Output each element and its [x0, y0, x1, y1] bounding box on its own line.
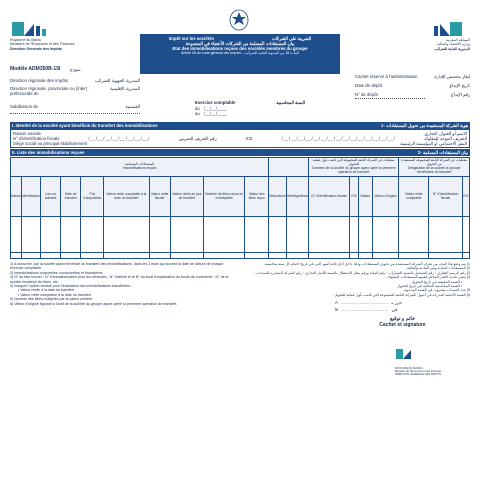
- group-header-row: [11, 158, 470, 177]
- sig-fait-ar: حرر بـ: [391, 300, 402, 305]
- col-header: N° d'identification fiscale: [429, 177, 463, 217]
- note-fr: 2) Immobilisations corporelles, incorporelles et financières.: [10, 270, 104, 275]
- admin-field-label: Subdivision de: [10, 104, 38, 109]
- group-immobilisations-ar: المستفادات المستلمة: [124, 162, 155, 167]
- table-cell[interactable]: [350, 253, 358, 259]
- left-org-line: Direction Générale des Impôts: [10, 46, 62, 51]
- group-donnees-fr: Données de la société du groupe ayant opéré la première opération de transfert: [311, 166, 396, 174]
- col-header: N° d'identification fiscale: [308, 177, 349, 217]
- note-fr: 4) Indiquer l'option choisie pour l'évaluation des immobilisations transférées :: [10, 284, 133, 289]
- col-header: Date de transfert: [61, 177, 81, 217]
- table-cell[interactable]: [11, 253, 22, 259]
- sig-fait-field[interactable]: ……………………………: [340, 300, 389, 305]
- section2-title-ar: 2- بيان المستفادات المسلمة: [417, 150, 468, 155]
- table-row: [11, 253, 470, 259]
- table-cell[interactable]: [462, 217, 469, 253]
- exercise-from: du: [195, 106, 200, 111]
- footer-logo-line: ROYAUME DU MAROC: [395, 367, 423, 370]
- siege-label-ar: المقر الاجتماعي أو المؤسسة الرئيسية: [400, 141, 467, 146]
- table-cell[interactable]: [399, 217, 429, 253]
- admin-right-label: Date de dépôt: [355, 83, 382, 88]
- immobilisations-table: [10, 157, 470, 259]
- col-header: Valeur nette fiscale: [149, 177, 170, 217]
- if-label: N° d'identification fiscale: [13, 136, 60, 141]
- admin-right: [355, 74, 470, 97]
- note-fr: 1) A souscrire, par la société ayant bénéficié du transfert des immobilisations, dans les 3 mois qui suivent la date de clôture de chaque exercice comptable.: [10, 262, 224, 271]
- royal-seal-icon: [228, 8, 250, 32]
- table-cell[interactable]: [429, 253, 463, 259]
- table-cell[interactable]: [104, 217, 149, 253]
- column-header-row: [11, 177, 470, 217]
- note-ar: 1) يتم وضع هذا البيان من طرف الشركة المستفيدة من تحويل المستفادات وذلك داخل أجل ثلاثة أشهر التي تلي تاريخ اختتام كل سنة محاسبية.: [263, 262, 470, 266]
- section1-box: [10, 129, 470, 148]
- left-org-line: Royaume du Maroc: [10, 38, 42, 42]
- col-header: Valeur nette comptable à la date du transfert: [104, 177, 149, 217]
- section1-bar: [10, 122, 470, 129]
- right-org-line: المملكة المغربية: [445, 38, 470, 42]
- table-cell[interactable]: [204, 253, 245, 259]
- group-societe-ar: معطيات عن الشركة التابعة للمجموعة المستفيدة من التحويل: [401, 158, 468, 167]
- admin-field-label: Direction régionale, provinciale ou (inter) préfectorale de: [10, 86, 88, 96]
- table-cell[interactable]: [170, 253, 203, 259]
- right-org-line: وزارة الاقتصاد والمالية: [437, 42, 470, 47]
- table-cell[interactable]: [358, 217, 372, 253]
- raison-label: Raison sociale: [13, 131, 41, 136]
- group-immobilisations-fr: Immobilisations reçues: [122, 166, 157, 170]
- sig-fait: A: [335, 300, 338, 305]
- note-ar: 3) رقم الرسم العقاري ؛ رقم التسجيل بالنسبة للسيارات ؛ رقم المادة ورقم محل الاستغلال بالنسبة للأصل التجاري ؛ رقم الشركة المصدرة للسندات...: [253, 270, 470, 275]
- note-fr: 5) Nombre des titres multipliés par la valeur unitaire.: [10, 297, 94, 302]
- table-cell[interactable]: [41, 253, 61, 259]
- footer-logo: [395, 348, 455, 376]
- table-cell[interactable]: [462, 253, 469, 259]
- table-cell[interactable]: [21, 253, 41, 259]
- col-header: Nature: [358, 177, 372, 217]
- ice-label-ar: التعريف الموحد للمقاولة: [424, 136, 467, 141]
- model-label: Modèle ADM350B-15I: [10, 66, 61, 72]
- table-cell[interactable]: [104, 253, 149, 259]
- note-fr: • Valeur nette comptable à la date du transfert: [18, 292, 91, 297]
- exercise-label-ar: السنة المحاسبية: [276, 100, 305, 105]
- note-ar: 4) يتعين تحديد الخيار المختار لتقييم المستفادات المحولة :: [386, 275, 470, 280]
- sig-cachet-ar: خاتم و توقيع: [389, 316, 416, 322]
- table-cell[interactable]: [41, 217, 61, 253]
- note-ar: 2) المستفادات المادية وغير المادية والمالية.: [406, 266, 470, 271]
- table-cell[interactable]: [204, 217, 245, 253]
- group-immobilisations: [11, 158, 269, 177]
- group-donnees-ar: معطيات عن الشركة التابعة للمجموعة التي قامت بأول عملية للتحويل: [312, 158, 395, 167]
- footer-logo-icon: [395, 348, 413, 362]
- if-label-ar: رقم التعريف الضريبي: [178, 136, 217, 141]
- exercise-to: au: [195, 111, 200, 116]
- immobilisations-table-wrap: [10, 157, 470, 259]
- admin-field-label-ar: المديرية الإقليمية: [109, 86, 140, 91]
- note-fr: 6) Valeur d'origine figurant à l'actif de la société du groupe ayant opéré la première opération de transfert.: [10, 301, 178, 306]
- table-cell[interactable]: [149, 253, 170, 259]
- table-cell[interactable]: [373, 253, 399, 259]
- table-cell[interactable]: [308, 253, 349, 259]
- footer-logo-line: Ministère de l'Economie et des Finances: [395, 370, 442, 373]
- group-societe: [399, 158, 470, 177]
- col-header: Valeur réelle au jour du transfert: [170, 177, 203, 217]
- sig-le-ar: في: [391, 307, 398, 312]
- depot-field[interactable]: [355, 96, 425, 99]
- table-cell[interactable]: [373, 217, 399, 253]
- right-org-block: [390, 38, 470, 51]
- col-header: Valeur d'origine: [373, 177, 399, 217]
- section2-title: II. Liste des immobilisations reçues: [12, 150, 85, 155]
- group-societe-fr: Désignation de la société du groupe bénéficiaire du transfert: [407, 166, 461, 174]
- table-cell[interactable]: [81, 253, 104, 259]
- note-ar: • القيمة الحقيقية في تاريخ التحويل: [411, 279, 462, 284]
- col-header: Valeur des titres reçus: [245, 177, 269, 217]
- admin-right-label-ar: إطار مخصص للإدارة: [434, 74, 470, 79]
- title-ar-1: الضريبة على الشركات: [271, 36, 312, 41]
- admin-right-label-ar: تاريخ الإيداع: [449, 83, 470, 88]
- exercise-from-date[interactable]: /__/__/____: [203, 106, 227, 111]
- admin-field-label-ar: القسمية: [125, 104, 140, 109]
- raison-label-ar: الاسم أو العنوان التجاري: [424, 131, 467, 136]
- ice-field[interactable]: /__/__/__/__/__/__/__/__/__/__/__/__/__/__/__/: [281, 136, 396, 141]
- sig-le: le: [335, 307, 339, 312]
- exercise-to-date[interactable]: /__/__/____: [203, 111, 227, 116]
- if-field[interactable]: /__/__/__/__/__/__/__/__/: [88, 136, 150, 141]
- section1-title-ar: 1- هوية الشركة المستفيدة من تحويل المستفادات: [380, 123, 468, 128]
- seal: [228, 8, 250, 32]
- col-header: Nature: [11, 177, 22, 217]
- col-header: Nombre de titres reçus en contrepartie: [204, 177, 245, 217]
- table-cell[interactable]: [286, 253, 308, 259]
- sig-cachet: Cachet et signature: [379, 322, 426, 328]
- admin-field-label: Direction régionale des impôts: [10, 78, 68, 83]
- table-cell[interactable]: [11, 217, 22, 253]
- left-org-line: Ministère de l'Economie et des Finances: [10, 42, 75, 47]
- table-cell[interactable]: [149, 217, 170, 253]
- table-cell[interactable]: [170, 217, 203, 253]
- notes-fr: [10, 262, 235, 306]
- group-donnees: [308, 158, 398, 177]
- group-empty: [269, 158, 309, 177]
- col-header: Identification: [21, 177, 41, 217]
- col-header: ICE: [350, 177, 358, 217]
- table-cell[interactable]: [245, 253, 269, 259]
- col-header: Déductions: [269, 177, 287, 217]
- subdivision-field[interactable]: [10, 111, 140, 114]
- right-org-line: المديرية العامة للضرائب: [434, 46, 470, 51]
- admin-left: [10, 78, 140, 109]
- title-note: Article 28 du code général des impôts - المادة 28 من المدونة العامة للضرائب: [180, 51, 300, 55]
- siege-label: Siège social ou principal établissement: [13, 141, 88, 146]
- admin-right-label: Cachet réservé à l'administration: [355, 74, 418, 79]
- table-cell[interactable]: [81, 217, 104, 253]
- table-cell[interactable]: [429, 217, 463, 253]
- col-header: ICE: [462, 177, 469, 217]
- admin-right-label: N° de dépôt: [355, 92, 378, 97]
- ice-label: ICE: [245, 136, 253, 141]
- note-fr: 3) N° du titre foncier ; N° d'immatriculation pour les véhicules ; N° d'article et le N° du local d'exploitation du fonds de commerce ; N° de la société émettrice de titres, etc.: [10, 275, 229, 284]
- table-cell[interactable]: [350, 217, 358, 253]
- exercise-label: Exercice comptable: [195, 100, 236, 105]
- signature-area[interactable]: [335, 328, 470, 348]
- table-cell[interactable]: [61, 253, 81, 259]
- sig-le-field[interactable]: ……………………………: [341, 307, 389, 312]
- section1-title: I. Identité de la société ayant bénéficié du transfert des immobilisations: [12, 123, 158, 128]
- title-fr-1: Impôt sur les sociétés: [168, 36, 214, 41]
- table-cell[interactable]: [399, 253, 429, 259]
- signature-block: [335, 300, 470, 348]
- note-ar: • القيمة المحاسبية الصافية في تاريخ التحويل: [397, 284, 462, 289]
- title-ar-2: بيان المستفادات المسلمة من الشركات الأعضاء في المجموعة: [185, 41, 295, 46]
- table-cell[interactable]: [269, 253, 287, 259]
- table-cell[interactable]: [358, 253, 372, 259]
- col-header: Lieu ou adresse: [41, 177, 61, 217]
- note-ar: 6) القيمة الأصلية المدرجة في أصول الشركة التابعة للمجموعة التي قامت بأول عملية للتحويل.: [333, 292, 470, 297]
- note-fr: • Valeur réelle à la date du transfert: [18, 288, 75, 293]
- notes-ar: [245, 262, 470, 297]
- table-cell[interactable]: [61, 217, 81, 253]
- title-banner: [140, 34, 340, 74]
- table-cell[interactable]: [245, 217, 269, 253]
- col-header: Valeur nette comptable: [399, 177, 429, 217]
- table-cell[interactable]: [269, 217, 287, 253]
- col-header: Prix d'acquisition: [81, 177, 104, 217]
- left-org-block: [10, 38, 90, 51]
- section2-bar: [10, 149, 470, 156]
- note-ar: 5) عدد السندات مضروب في القيمة الوحدوية.: [402, 288, 470, 293]
- exercise-block: [195, 100, 305, 116]
- admin-field-label-ar: المديرية الجهوية للضرائب: [94, 78, 140, 83]
- model-label-ar: نموذج: [70, 67, 81, 72]
- table-cell[interactable]: [308, 217, 349, 253]
- footer-logo-line: DIRECTION GENERALE DES IMPOTS: [395, 373, 441, 376]
- table-cell[interactable]: [21, 217, 41, 253]
- table-row: [11, 217, 470, 253]
- col-header: Réintégrations: [286, 177, 308, 217]
- title-fr-2: Etat des immobilisations reçues des sociétés membres du groupe: [172, 46, 308, 51]
- admin-right-label-ar: رقم الإيداع: [450, 92, 470, 97]
- table-cell[interactable]: [286, 217, 308, 253]
